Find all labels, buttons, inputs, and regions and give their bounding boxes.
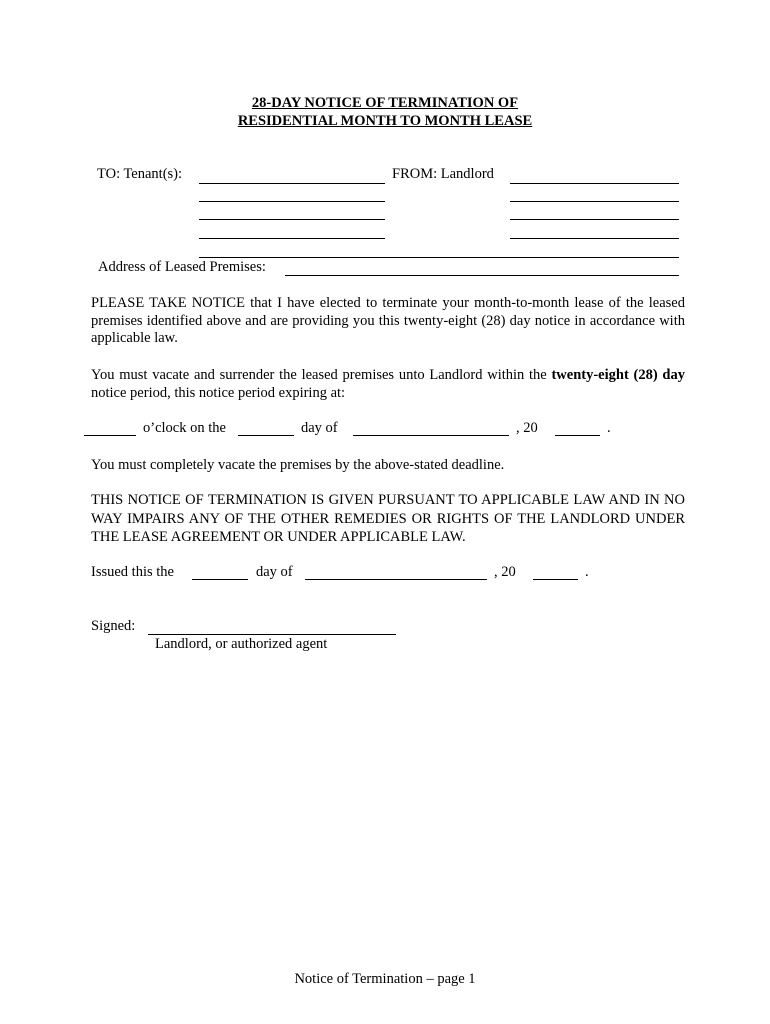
- issued-day-blank[interactable]: [192, 579, 248, 580]
- expiry-day-blank[interactable]: [238, 435, 294, 436]
- tenant-label: TO: Tenant(s):: [97, 166, 183, 182]
- address-line-1[interactable]: [199, 257, 679, 258]
- signature-line[interactable]: [148, 634, 396, 635]
- expiry-year-prefix: , 20: [516, 420, 538, 436]
- tenant-name-line-1[interactable]: [199, 183, 385, 184]
- address-line-2[interactable]: [285, 275, 679, 276]
- deadline-paragraph: You must completely vacate the premises by the above-stated deadline.: [91, 457, 505, 473]
- landlord-label: FROM: Landlord: [392, 166, 494, 182]
- signature-caption: Landlord, or authorized agent: [155, 636, 328, 652]
- expiry-year-blank[interactable]: [555, 435, 600, 436]
- address-label: Address of Leased Premises:: [98, 259, 266, 275]
- expiry-hour-blank[interactable]: [84, 435, 136, 436]
- tenant-name-line-3[interactable]: [199, 219, 385, 220]
- vacate-text-prefix: You must vacate and surrender the leased premises unto Landlord within the: [91, 367, 552, 383]
- issued-day-of-text: day of: [256, 564, 293, 580]
- page-footer: Notice of Termination – page 1: [294, 971, 476, 987]
- landlord-name-line-3[interactable]: [510, 219, 679, 220]
- issued-month-blank[interactable]: [305, 579, 487, 580]
- landlord-name-line-1[interactable]: [510, 183, 679, 184]
- landlord-name-line-2[interactable]: [510, 201, 679, 202]
- expiry-period: .: [607, 420, 611, 436]
- document-title-line2: RESIDENTIAL MONTH TO MONTH LEASE: [237, 113, 533, 129]
- oclock-text: o’clock on the: [143, 420, 226, 436]
- legal-caps-paragraph: THIS NOTICE OF TERMINATION IS GIVEN PURSUANT TO APPLICABLE LAW AND IN NO WAY IMPAIRS ANY OF THE OTHER REMEDIES OR RIGHTS OF THE LANDLORD UNDER THE LEASE AGREEMENT OR UNDER APPLICABLE LAW.: [91, 492, 685, 545]
- notice-paragraph: PLEASE TAKE NOTICE that I have elected to terminate your month-to-month lease of the leased premises identified above and are providing you this twenty-eight (28) day notice in accordance with applicable law.: [91, 295, 685, 346]
- document-title-line1: 28-DAY NOTICE OF TERMINATION OF: [251, 95, 519, 111]
- expiry-day-of-text: day of: [301, 420, 338, 436]
- tenant-name-line-4[interactable]: [199, 238, 385, 239]
- tenant-name-line-2[interactable]: [199, 201, 385, 202]
- issued-year-prefix: , 20: [494, 564, 516, 580]
- vacate-text-suffix: notice period, this notice period expiring at:: [91, 384, 346, 401]
- landlord-name-line-4[interactable]: [510, 238, 679, 239]
- vacate-paragraph: [91, 367, 685, 402]
- issued-prefix: Issued this the: [91, 564, 174, 580]
- expiry-month-blank[interactable]: [353, 435, 509, 436]
- issued-period: .: [585, 564, 589, 580]
- signed-label: Signed:: [91, 618, 136, 634]
- vacate-period-bold: twenty-eight (28) day: [551, 367, 685, 383]
- issued-year-blank[interactable]: [533, 579, 578, 580]
